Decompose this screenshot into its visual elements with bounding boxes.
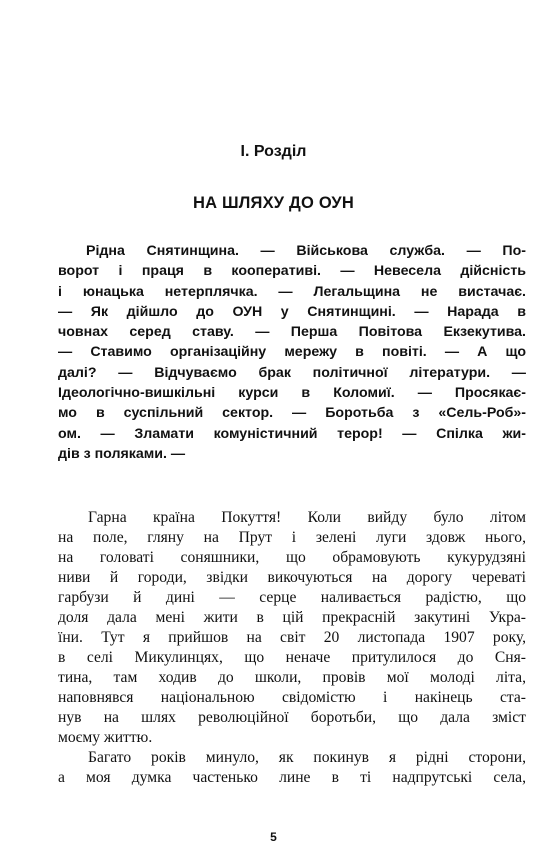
body-line: ниви й городи, звідки викочуються на дорогу череваті bbox=[58, 569, 526, 586]
summary-line: дів з поляками. — bbox=[58, 445, 186, 462]
summary-line: Ідеологічно-вишкільні курси в Коломиї. — Просякає- bbox=[58, 385, 526, 402]
summary-line: далі? — Відчуваємо брак політичної літератури. — bbox=[58, 364, 526, 381]
body-line: нув на шлях революційної боротьби, що дала зміст bbox=[58, 709, 526, 726]
chapter-number: І. Розділ bbox=[240, 143, 307, 160]
summary-line: — Ставимо організаційну мережу в повіті. — А що bbox=[58, 344, 526, 361]
body-text bbox=[58, 508, 526, 788]
chapter-title: НА ШЛЯХУ ДО ОУН bbox=[192, 194, 355, 212]
body-line: їни. Тут я прийшов на світ 20 листопада 1907 року, bbox=[58, 629, 526, 646]
body-line: на поле, гляну на Прут і зелені луги здовж нього, bbox=[58, 529, 526, 546]
page-number: 5 bbox=[270, 830, 277, 844]
summary-line: мо в суспільний сектор. — Боротьба з «Сель-Роб»- bbox=[58, 405, 526, 422]
body-line: тина, там ходив до школи, провів мої молоді літа, bbox=[58, 669, 526, 686]
body-line: а моя думка частенько лине в ті надпрутські села, bbox=[58, 769, 526, 786]
body-line: доля дала мені жити в цій прекрасній закутині Укра- bbox=[58, 609, 526, 626]
summary-line: човнах серед ставу. — Перша Повітова Екзекутива. bbox=[58, 324, 526, 341]
summary-line: і юнацька нетерплячка. — Легальщина не вистачає. bbox=[58, 283, 526, 300]
body-line: Гарна країна Покуття! Коли вийду було літом bbox=[88, 509, 526, 526]
body-line: гарбузи й дині — серце наливається радістю, що bbox=[58, 589, 526, 606]
summary-line: Рідна Снятинщина. — Військова служба. — По- bbox=[86, 243, 526, 259]
summary-line: ворот і праця в кооперативі. — Невесела дійсність bbox=[58, 263, 526, 280]
chapter-summary bbox=[58, 241, 526, 464]
body-line: моєму життю. bbox=[58, 729, 153, 746]
summary-line: ом. — Зламати комуністичний терор! — Спілка жи- bbox=[58, 425, 526, 442]
body-line: в селі Микулинцях, що неначе притулилося до Сня- bbox=[58, 649, 526, 666]
summary-line: — Як дійшло до ОУН у Снятинщині. — Нарада в bbox=[58, 303, 526, 320]
body-line: наповнявся національною свідомістю і накінець ста- bbox=[58, 689, 526, 706]
body-line: на головаті соняшники, що обрамовують кукурудзяні bbox=[58, 549, 526, 566]
body-line: Багато років минуло, як покинув я рідні сторони, bbox=[88, 749, 526, 766]
